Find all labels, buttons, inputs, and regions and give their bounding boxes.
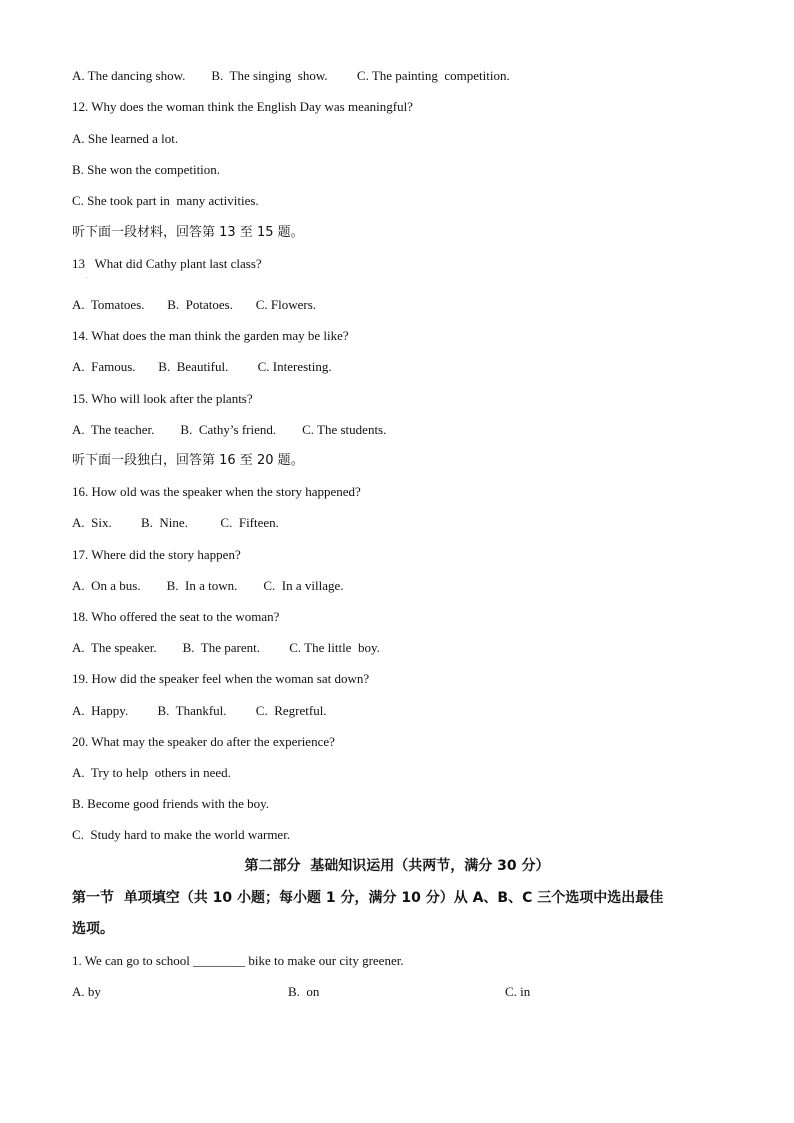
q13-options: A. Tomatoes. B. Potatoes. C. Flowers. [72, 297, 317, 312]
q11-options: A. The dancing show. B. The singing show. C. The painting competition. [72, 68, 510, 83]
grammar-q1-option-c: C. in [505, 984, 531, 999]
stray-dot-mark: . [86, 274, 88, 280]
q12-question: 12. Why does the woman think the English Day was meaningful? [72, 99, 413, 114]
q20-option-a: A. Try to help others in need. [72, 765, 231, 780]
q17-options: A. On a bus. B. In a town. C. In a village. [72, 578, 344, 593]
q12-option-a: A. She learned a lot. [72, 131, 179, 146]
q16-question: 16. How old was the speaker when the story happened? [72, 484, 361, 499]
q20-question: 20. What may the speaker do after the experience? [72, 734, 335, 749]
q19-question: 19. How did the speaker feel when the woman sat down? [72, 671, 370, 686]
q19-options: A. Happy. B. Thankful. C. Regretful. [72, 703, 327, 718]
q16-options: A. Six. B. Nine. C. Fifteen. [72, 515, 279, 530]
q17-question: 17. Where did the story happen? [72, 547, 241, 562]
q14-question: 14. What does the man think the garden may be like? [72, 328, 349, 343]
q20-option-b: B. Become good friends with the boy. [72, 796, 270, 811]
section-instruction-13-15: 听下面一段材料，回答第 13 至 15 题。 [72, 225, 304, 240]
grammar-q1-option-a: A. by [72, 984, 101, 999]
q12-option-c: C. She took part in many activities. [72, 193, 259, 208]
part-two-heading: 第二部分 基础知识运用（共两节，满分 30 分） [244, 858, 550, 874]
q13-question: 13 What did Cathy plant last class? [72, 256, 262, 271]
q18-question: 18. Who offered the seat to the woman? [72, 609, 280, 624]
grammar-q1-option-b: B. on [288, 984, 320, 999]
q20-option-c: C. Study hard to make the world warmer. [72, 827, 291, 842]
section-one-heading: 第一节 单项填空（共 10 小题；每小题 1 分，满分 10 分）从 A、B、C 三个选项中选出最佳 [72, 890, 664, 906]
q15-options: A. The teacher. B. Cathy’s friend. C. The students. [72, 422, 387, 437]
q14-options: A. Famous. B. Beautiful. C. Interesting. [72, 359, 332, 374]
section-instruction-16-20: 听下面一段独白，回答第 16 至 20 题。 [72, 453, 304, 468]
grammar-q1-question: 1. We can go to school ________ bike to make our city greener. [72, 953, 404, 968]
q18-options: A. The speaker. B. The parent. C. The little boy. [72, 640, 380, 655]
q15-question: 15. Who will look after the plants? [72, 391, 253, 406]
q12-option-b: B. She won the competition. [72, 162, 221, 177]
section-one-heading-cont: 选项。 [72, 921, 114, 937]
